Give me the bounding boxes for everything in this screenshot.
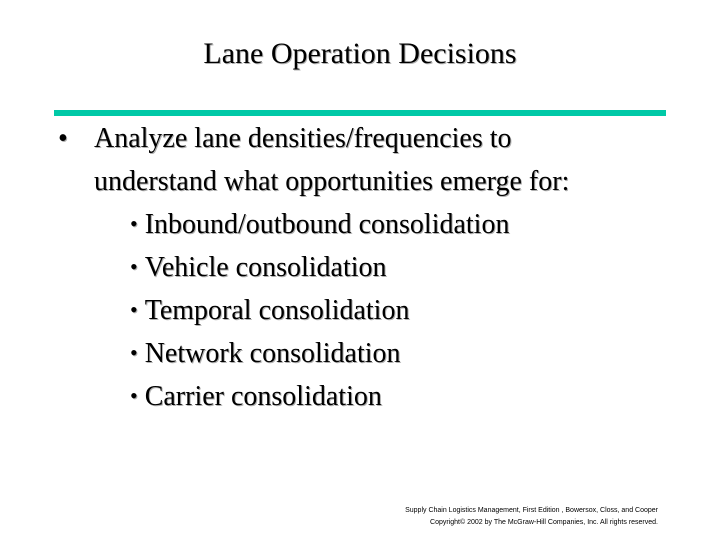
sub-bullet-text: Temporal consolidation (144, 295, 410, 326)
copyright-footer (405, 505, 658, 529)
sub-bullet-carrier (58, 375, 698, 418)
sub-bullet-text: Network consolidation (144, 338, 401, 369)
main-bullet (58, 117, 698, 160)
main-bullet-continuation (58, 160, 698, 203)
footer-line-1: Supply Chain Logistics Management, First Edition , Bowersox, Closs, and Cooper (405, 507, 658, 514)
main-bullet-line-2: understand what opportunities emerge for: (94, 166, 570, 197)
sub-bullet-marker: • (130, 254, 138, 279)
title-divider (54, 110, 666, 116)
sub-bullet-marker: • (130, 340, 138, 365)
sub-bullet-text: Carrier consolidation (144, 381, 382, 412)
sub-bullet-inbound-outbound (58, 203, 698, 246)
bullet-marker: • (58, 123, 68, 154)
slide-title: Lane Operation Decisions (203, 37, 517, 70)
sub-bullet-temporal (58, 289, 698, 332)
main-bullet-line-1: Analyze lane densities/frequencies to (94, 123, 512, 154)
sub-bullet-marker: • (130, 383, 138, 408)
sub-bullet-marker: • (130, 297, 138, 322)
sub-bullet-text: Vehicle consolidation (144, 252, 387, 283)
sub-bullet-network (58, 332, 698, 375)
footer-line-2: Copyright© 2002 by The McGraw-Hill Companies, Inc. All rights reserved. (430, 519, 658, 526)
sub-bullet-text: Inbound/outbound consolidation (144, 209, 510, 240)
slide-body (58, 117, 698, 418)
sub-bullet-vehicle (58, 246, 698, 289)
sub-bullet-marker: • (130, 211, 138, 236)
